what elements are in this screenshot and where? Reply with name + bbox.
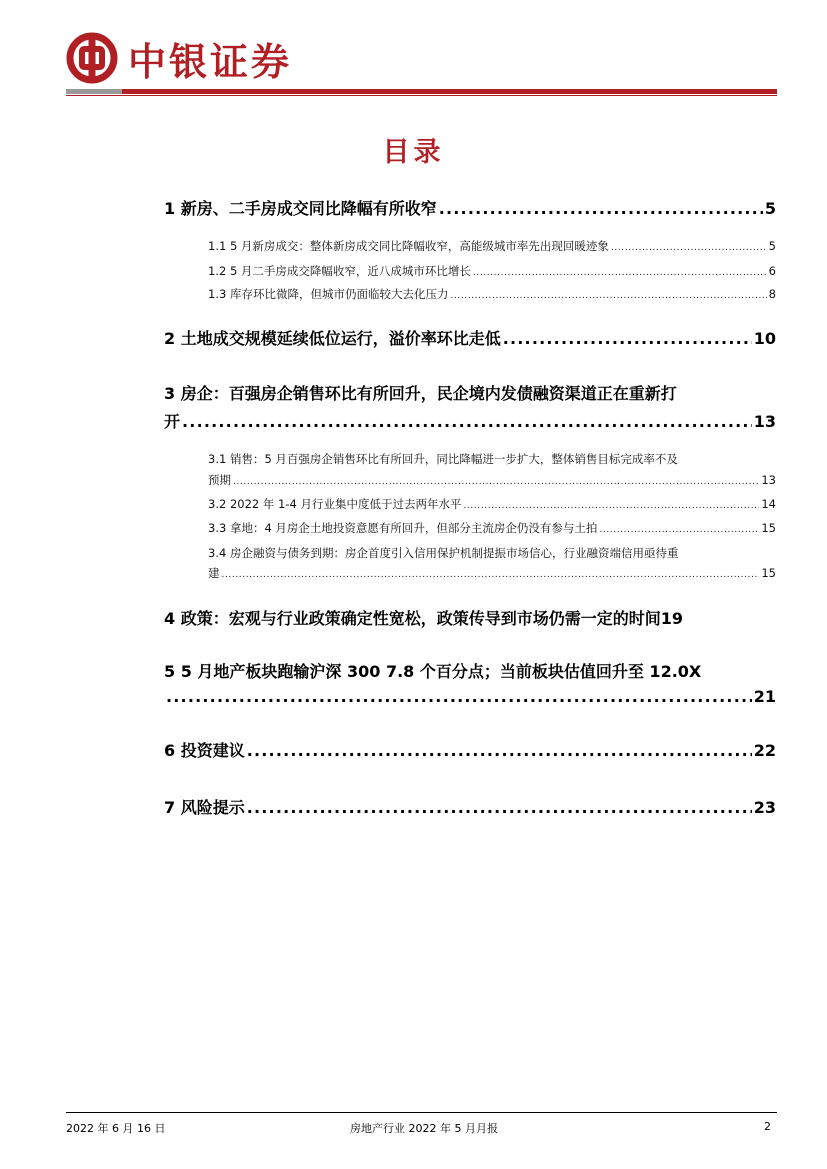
toc-entry-page: 6 <box>768 264 776 278</box>
toc-leader <box>222 570 760 580</box>
toc-entry-text: 7 风险提示 <box>164 798 245 817</box>
toc-entry[interactable] <box>164 738 776 761</box>
header-rule-thin <box>66 95 777 96</box>
toc-entry-first-line[interactable]: 3 房企：百强房企销售环比有所回升，民企境内发债融资渠道正在重新打 <box>164 384 677 403</box>
toc-entry-text: 1.3 库存环比微降，但城市仍面临较大去化压力 <box>208 287 449 301</box>
toc-leader <box>599 525 759 535</box>
toc-entry-text: 3.2 2022 年 1-4 月行业集中度低于过去两年水平 <box>208 497 462 511</box>
toc-entry[interactable] <box>164 196 776 219</box>
toc-entry-first-line[interactable]: 3.4 房企融资与债务到期：房企首度引入信用保护机制提振市场信心，行业融资端信用亟待重 <box>208 546 679 560</box>
toc-leader <box>473 268 767 278</box>
toc-entry-page: 13 <box>753 412 776 431</box>
toc-entry[interactable] <box>164 687 776 706</box>
footer-page-number: 2 <box>764 1120 771 1133</box>
toc-entry[interactable] <box>208 263 776 279</box>
toc-entry[interactable] <box>208 520 776 536</box>
toc-entry[interactable] <box>208 238 776 254</box>
toc-entry-text: 1.2 5 月二手房成交降幅收窄，近八成城市环比增长 <box>208 264 471 278</box>
footer-date: 2022 年 6 月 16 日 <box>66 1122 166 1135</box>
toc-entry-page: 10 <box>753 329 776 348</box>
toc-entry-page: 14 <box>761 497 776 511</box>
toc-leader <box>503 329 752 348</box>
toc-entry-text: 1.1 5 月新房成交：整体新房成交同比降幅收窄，高能级城市率先出现回暖迹象 <box>208 239 609 253</box>
toc-entry[interactable] <box>208 286 776 302</box>
toc-entry-text: 1 新房、二手房成交同比降幅有所收窄 <box>164 199 437 218</box>
toc-entry-text: 建 <box>208 566 220 580</box>
toc-leader <box>233 477 759 487</box>
toc-title: 目录 <box>382 137 445 168</box>
toc-leader <box>182 412 752 431</box>
toc-entry[interactable] <box>208 496 776 512</box>
header-rule-red <box>122 89 777 94</box>
footer-rule <box>66 1112 777 1113</box>
header-rule-gray <box>66 89 122 94</box>
toc-entry-page: 13 <box>761 473 776 487</box>
toc-leader <box>247 741 752 760</box>
toc-entry-page: 5 <box>764 199 776 218</box>
toc-entry-page: 22 <box>753 741 776 760</box>
toc-entry[interactable] <box>208 565 776 581</box>
toc-entry-text: 6 投资建议 <box>164 741 245 760</box>
toc-entry-first-line[interactable]: 3.1 销售：5 月百强房企销售环比有所回升，同比降幅进一步扩大，整体销售目标完成率不及 <box>208 452 678 466</box>
toc-entry-page: 8 <box>768 287 776 301</box>
toc-leader <box>611 243 767 253</box>
toc-entry-text: 2 土地成交规模延续低位运行，溢价率环比走低 <box>164 329 501 348</box>
toc-entry-text: 4 政策：宏观与行业政策确定性宽松，政策传导到市场仍需一定的时间 <box>164 609 661 628</box>
toc-leader <box>166 687 752 706</box>
toc-entry[interactable] <box>164 326 776 349</box>
toc-entry-first-line[interactable]: 5 5 月地产板块跑输沪深 300 7.8 个百分点；当前板块估值回升至 12.0X <box>164 662 702 681</box>
toc-entry[interactable] <box>208 472 776 488</box>
toc-leader <box>247 798 752 817</box>
toc-leader <box>450 291 766 301</box>
toc-entry-page: 15 <box>761 566 776 580</box>
footer-report-title: 房地产行业 2022 年 5 月月报 <box>350 1122 498 1135</box>
toc-entry-text: 3.3 拿地：4 月房企土地投资意愿有所回升，但部分主流房企仍没有参与土拍 <box>208 521 598 535</box>
toc-entry-page: 23 <box>753 798 776 817</box>
brand-name: 中银证券 <box>128 38 293 84</box>
toc-entry-page: 19 <box>660 609 683 628</box>
toc-entry[interactable] <box>164 795 776 818</box>
toc-entry-text: 开 <box>164 412 181 431</box>
toc-leader <box>463 501 759 511</box>
bank-of-china-logo-icon <box>66 32 118 84</box>
toc-leader <box>439 199 763 218</box>
toc-entry-page: 5 <box>768 239 776 253</box>
toc-entry[interactable] <box>164 606 776 629</box>
toc-entry[interactable] <box>164 409 776 432</box>
toc-entry-page: 15 <box>761 521 776 535</box>
header-logo <box>66 30 292 86</box>
toc-entry-page: 21 <box>753 687 776 706</box>
toc-entry-text: 预期 <box>208 473 231 487</box>
